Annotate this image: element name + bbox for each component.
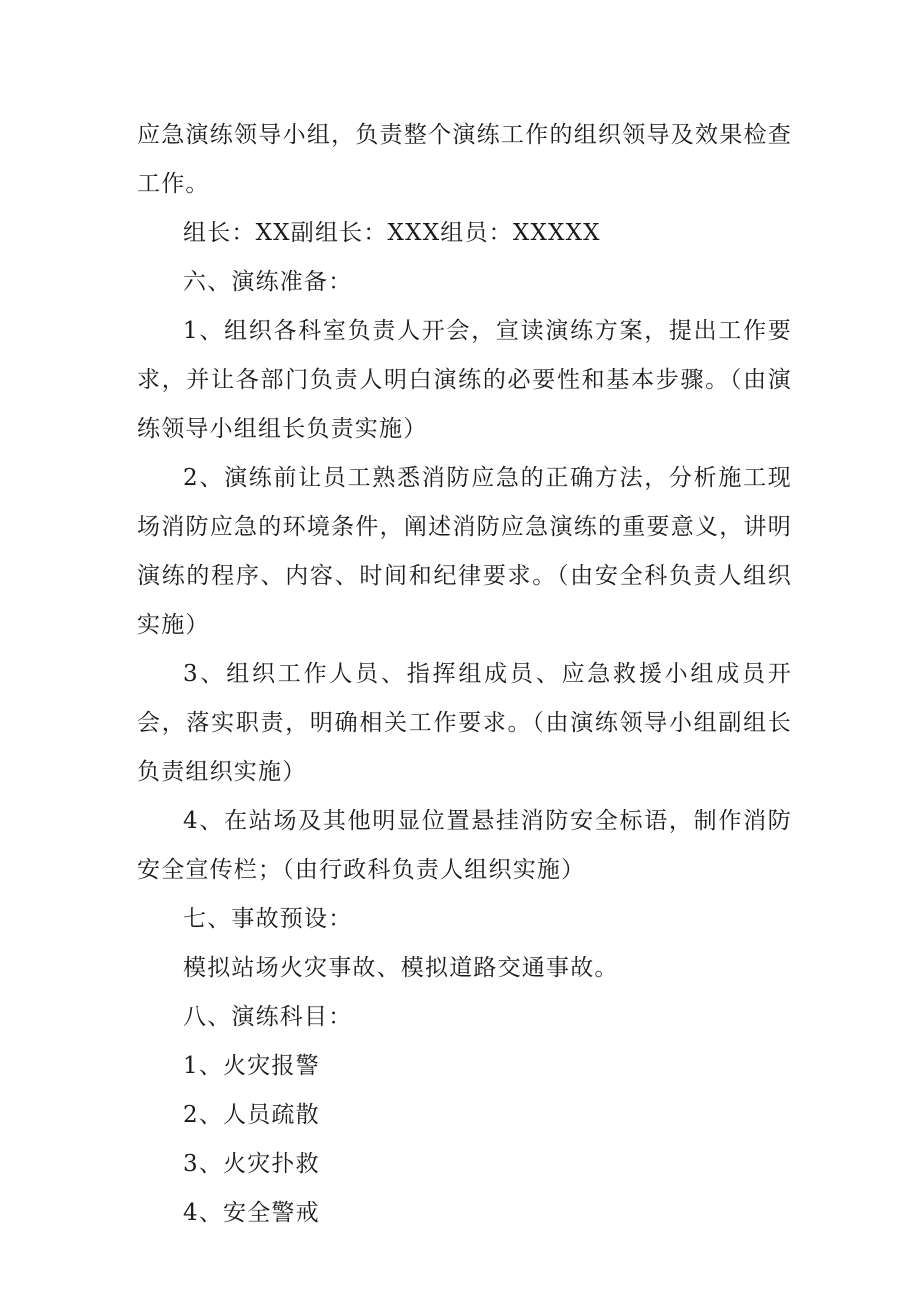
paragraph-leadership-group: 应急演练领导小组，负责整个演练工作的组织领导及效果检查工作。	[137, 122, 792, 197]
list-item-evacuation: 2、人员疏散	[183, 1102, 320, 1128]
list-item-fire-fighting: 3、火灾扑救	[183, 1151, 320, 1177]
paragraph-prep-item-2: 2、演练前让员工熟悉消防应急的正确方法，分析施工现场消防应急的环境条件，阐述消防应急演练的重要意义，讲明演练的程序、内容、时间和纪律要求。（由安全科负责人组织实施）	[137, 465, 792, 638]
paragraph-prep-item-1: 1、组织各科室负责人开会，宣读演练方案，提出工作要求，并让各部门负责人明白演练的必要性和基本步骤。（由演练领导小组组长负责实施）	[137, 318, 792, 442]
paragraph-group-members: 组长：XX副组长：XXX组员：XXXXX	[183, 220, 601, 246]
list-item-security-cordon: 4、安全警戒	[183, 1200, 320, 1226]
paragraph-accident-scenario: 模拟站场火灾事故、模拟道路交通事故。	[183, 955, 619, 981]
paragraph-prep-item-4: 4、在站场及其他明显位置悬挂消防安全标语，制作消防安全宣传栏；（由行政科负责人组织实施）	[137, 808, 792, 883]
heading-accident-scenario: 七、事故预设：	[183, 906, 353, 932]
heading-drill-preparation: 六、演练准备：	[183, 269, 353, 295]
list-item-fire-alarm: 1、火灾报警	[183, 1053, 320, 1079]
paragraph-prep-item-3: 3、组织工作人员、指挥组成员、应急救援小组成员开会，落实职责，明确相关工作要求。（由演练领导小组副组长负责组织实施）	[137, 661, 792, 785]
document-body	[137, 111, 792, 1238]
heading-drill-subjects: 八、演练科目：	[183, 1004, 353, 1030]
